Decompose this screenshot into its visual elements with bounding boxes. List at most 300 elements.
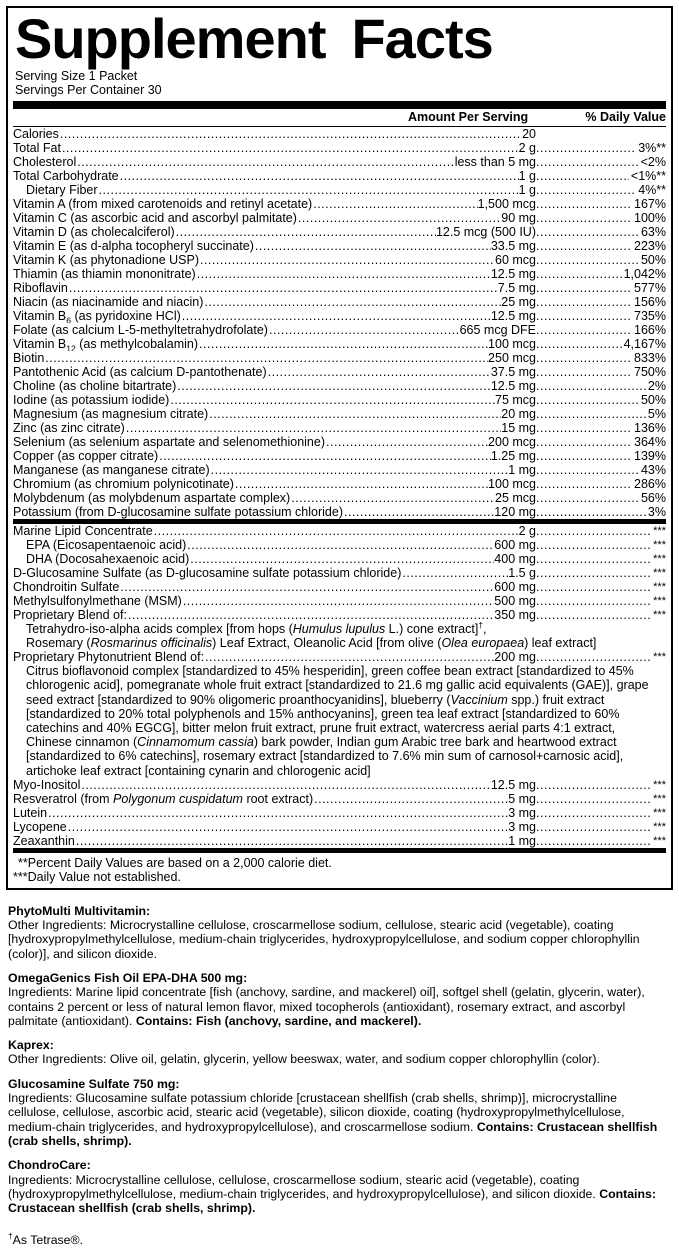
- nutrient-daily-value: ***: [653, 525, 666, 538]
- nutrient-amount: 200 mcg: [488, 435, 536, 450]
- nutrient-daily-value: ***: [653, 806, 666, 819]
- nutrient-amount: 1 mg: [508, 463, 536, 478]
- nutrient-amount: 1,500 mcg: [477, 197, 536, 212]
- table-row: [13, 169, 666, 183]
- nutrient-name: Marine Lipid Concentrate: [13, 524, 153, 539]
- nutrient-amount: 100 mcg: [488, 337, 536, 352]
- nutrient-amount: 75 mcg: [495, 393, 536, 408]
- nutrient-amount: 12.5 mg: [490, 379, 536, 394]
- table-row: [13, 552, 666, 566]
- dot-leader: [268, 365, 491, 379]
- nutrient-amount: 25 mcg: [495, 491, 536, 506]
- table-row: [13, 295, 666, 309]
- nutrient-daily-value: 4%**: [638, 183, 666, 198]
- proprietary-blend-line-1: Tetrahydro-iso-alpha acids complex [from hops (Humulus lupulus L.) cone extract]†,: [26, 620, 487, 637]
- nutrient-name: Copper (as copper citrate): [13, 449, 159, 464]
- daily-value-cell: [536, 281, 666, 295]
- dot-leader-dv: [536, 566, 651, 580]
- nutrient-daily-value: 156%: [634, 295, 666, 310]
- ingredient-group-heading: ChondroCare:: [8, 1158, 91, 1173]
- table-row: [13, 379, 666, 393]
- daily-value-cell: [536, 435, 666, 449]
- dot-leader-dv: [536, 253, 639, 267]
- footnote-daily-value-basis: **Percent Daily Values are based on a 2,000 calorie diet.: [18, 855, 332, 870]
- daily-value-cell: [536, 505, 666, 519]
- daily-value-cell: [536, 566, 666, 580]
- daily-value-cell: [536, 141, 666, 155]
- ingredient-group-body: Other Ingredients: Microcrystalline cellulose, croscarmellose sodium, cellulose, stearic acid (vegetable), coating [hydroxypropylmethylcellulose, medium-chain triglycerides, hydroxypropylcellulose, and sodium copper chlorophyllin (color)], and silicon dioxide.: [8, 918, 640, 961]
- nutrient-daily-value: 833%: [634, 351, 666, 366]
- table-row: [13, 183, 666, 197]
- dot-leader: [183, 594, 494, 608]
- daily-value-cell: [536, 407, 666, 421]
- nutrient-amount: 1 mg: [508, 833, 536, 848]
- table-row: [13, 650, 666, 664]
- dot-leader: [187, 538, 494, 552]
- nutrient-name: Total Carbohydrate: [13, 169, 119, 184]
- nutrient-daily-value: 3%: [647, 505, 666, 520]
- table-row: [13, 267, 666, 281]
- dot-leader: [69, 281, 498, 295]
- daily-value-cell: [536, 834, 666, 848]
- nutrient-daily-value: 735%: [634, 309, 666, 324]
- dot-leader-dv: [536, 477, 632, 491]
- daily-value-cell: [536, 580, 666, 594]
- column-header-daily-value: % Daily Value: [585, 110, 666, 125]
- tetrase-text: As Tetrase®.: [12, 1233, 84, 1248]
- table-row: [13, 407, 666, 421]
- nutrient-name: Total Fat: [13, 141, 61, 156]
- tetrase-footnote: [8, 1233, 671, 1247]
- daily-value-cell: [536, 594, 666, 608]
- ingredient-group-heading: PhytoMulti Multivitamin:: [8, 903, 151, 918]
- table-row: [13, 239, 666, 253]
- nutrient-daily-value: 1,042%: [623, 267, 666, 282]
- dot-leader: [154, 524, 519, 538]
- dot-leader: [170, 393, 495, 407]
- nutrient-amount: 25 mg: [501, 295, 536, 310]
- allergen-statement: Contains: Crustacean shellfish (crab shells, shrimp).: [8, 1186, 656, 1216]
- allergen-statement: Contains: Fish (anchovy, sardine, and mackerel).: [135, 1013, 422, 1028]
- nutrient-daily-value: ***: [653, 834, 666, 847]
- dot-leader-dv: [536, 435, 632, 449]
- table-row: [13, 351, 666, 365]
- dot-leader-dv: [536, 225, 639, 239]
- nutrient-amount: 15 mg: [501, 421, 536, 436]
- nutrient-amount: 12.5 mcg (500 IU): [435, 225, 536, 240]
- dot-leader: [76, 834, 508, 848]
- nutrient-daily-value: 43%: [640, 463, 666, 478]
- dot-leader-dv: [536, 239, 632, 253]
- nutrient-amount: 37.5 mg: [490, 365, 536, 380]
- nutrient-daily-value: ***: [653, 539, 666, 552]
- table-row: [13, 323, 666, 337]
- nutrient-daily-value: 2%: [647, 379, 666, 394]
- nutrient-amount: 7.5 mg: [497, 281, 536, 296]
- nutrient-daily-value: 577%: [634, 281, 666, 296]
- dot-leader: [326, 435, 488, 449]
- daily-value-cell: [536, 323, 666, 337]
- nutrient-amount: 250 mcg: [488, 351, 536, 366]
- nutrient-name: Zinc (as zinc citrate): [13, 421, 125, 436]
- daily-value-cell: [536, 351, 666, 365]
- dot-leader: [190, 552, 494, 566]
- daily-value-cell: [536, 211, 666, 225]
- daily-value-cell: [536, 778, 666, 792]
- dot-leader: [177, 379, 491, 393]
- nutrient-name: Zeaxanthin: [13, 833, 75, 848]
- daily-value-cell: [536, 155, 666, 169]
- dot-leader-dv: [536, 820, 651, 834]
- daily-value-cell: [536, 421, 666, 435]
- nutrient-amount: 665 mcg DFE: [459, 323, 536, 338]
- daily-value-cell: [536, 792, 666, 806]
- dot-leader: [182, 309, 491, 323]
- table-row: [13, 820, 666, 834]
- nutrient-daily-value: ***: [653, 792, 666, 805]
- nutrient-amount: 400 mg: [494, 552, 536, 567]
- dot-leader-dv: [536, 463, 639, 477]
- nutrient-table-section-1: [13, 127, 666, 519]
- nutrient-name: Vitamin C (as ascorbic acid and ascorbyl palmitate): [13, 211, 297, 226]
- daily-value-cell: [536, 393, 666, 407]
- nutrient-name: Proprietary Blend of:: [13, 608, 127, 623]
- nutrient-name: Vitamin K (as phytonadione USP): [13, 253, 199, 268]
- daily-value-cell: [536, 463, 666, 477]
- daily-value-cell: [536, 538, 666, 552]
- nutrient-daily-value: ***: [653, 778, 666, 791]
- nutrient-amount: 12.5 mg: [490, 777, 536, 792]
- dot-leader: [120, 169, 519, 183]
- dot-leader-dv: [536, 650, 651, 664]
- table-row: [13, 421, 666, 435]
- nutrient-daily-value: ***: [653, 595, 666, 608]
- nutrient-daily-value: ***: [653, 609, 666, 622]
- nutrient-table-section-3: [13, 778, 666, 848]
- daily-value-cell: [536, 295, 666, 309]
- dot-leader-dv: [536, 365, 632, 379]
- nutrient-amount: 100 mcg: [488, 477, 536, 492]
- nutrient-name: Choline (as choline bitartrate): [13, 379, 177, 394]
- divider-thick-top: [13, 101, 666, 109]
- nutrient-daily-value: ***: [653, 820, 666, 833]
- nutrient-amount: 600 mg: [494, 538, 536, 553]
- nutrient-daily-value: 56%: [640, 491, 666, 506]
- nutrient-amount: 20 mg: [501, 407, 536, 422]
- table-row: [13, 435, 666, 449]
- dot-leader-dv: [536, 538, 651, 552]
- nutrient-name: EPA (Eicosapentaenoic acid): [26, 538, 187, 553]
- dot-leader: [313, 197, 477, 211]
- daily-value-cell: [536, 253, 666, 267]
- nutrient-amount: 60 mcg: [495, 253, 536, 268]
- dot-leader-dv: [536, 407, 646, 421]
- daily-value-cell: [536, 650, 666, 664]
- ingredient-group-body: Ingredients: Marine lipid concentrate [fish (anchovy, sardine, and mackerel) oil], softgel shell (gelatin, glycerin, water), contains 2 percent or less of natural lemon flavor, mixed tocopherols (antioxidant), rosemary extract, and ascorbyl palmitate (antioxidant). Contains: Fish (anchovy, sardine, and mackerel).: [8, 985, 645, 1028]
- supplement-facts-page: [0, 6, 679, 1248]
- nutrient-daily-value: 223%: [634, 239, 666, 254]
- nutrient-name: Molybdenum (as molybdenum aspartate complex): [13, 491, 291, 506]
- nutrient-daily-value: 139%: [634, 449, 666, 464]
- nutrient-name: Resveratrol (from Polygonum cuspidatum root extract): [13, 791, 314, 806]
- nutrient-name: Thiamin (as thiamin mononitrate): [13, 267, 196, 282]
- dot-leader: [314, 792, 508, 806]
- nutrient-daily-value: 63%: [640, 225, 666, 240]
- nutrient-amount: 2 g: [518, 524, 536, 539]
- dot-leader: [120, 580, 494, 594]
- nutrient-daily-value: 50%: [640, 253, 666, 268]
- table-row: [13, 834, 666, 848]
- dot-leader: [99, 183, 519, 197]
- ingredient-group-heading: Glucosamine Sulfate 750 mg:: [8, 1076, 180, 1091]
- nutrient-name: D-Glucosamine Sulfate (as D-glucosamine sulfate potassium chloride): [13, 566, 402, 581]
- dot-leader: [60, 127, 522, 141]
- daily-value-cell: [536, 183, 666, 197]
- dot-leader-dv: [536, 608, 651, 622]
- table-row: [13, 477, 666, 491]
- column-header-amount: Amount Per Serving: [408, 110, 529, 125]
- ingredient-group-heading: OmegaGenics Fish Oil EPA-DHA 500 mg:: [8, 971, 248, 985]
- servings-per-container: Servings Per Container 30: [15, 83, 162, 98]
- nutrient-amount: 1.25 mg: [490, 449, 536, 464]
- table-row: [13, 309, 666, 323]
- nutrient-daily-value: ***: [653, 581, 666, 594]
- nutrient-daily-value: <2%: [640, 155, 666, 170]
- nutrient-daily-value: 3%**: [638, 141, 666, 156]
- dot-leader-dv: [536, 323, 632, 337]
- footnotes: [13, 853, 666, 884]
- dot-leader-dv: [536, 379, 646, 393]
- dot-leader-dv: [536, 295, 632, 309]
- nutrient-name: Potassium (from D-glucosamine sulfate potassium chloride): [13, 505, 343, 520]
- ingredient-group-body: Ingredients: Microcrystalline cellulose, cellulose, croscarmellose sodium, stearic acid (vegetable), coating (hydroxypropylmethylcellulose, medium-chain triglycerides, and hydroxypropylcellulose), and silicon dioxide. Contains: Crustacean shellfish (crab shells, shrimp).: [8, 1172, 656, 1216]
- dot-leader-dv: [536, 491, 639, 505]
- nutrient-amount: 3 mg: [508, 805, 536, 820]
- nutrient-name: Cholesterol: [13, 155, 77, 170]
- daily-value-cell: [536, 820, 666, 834]
- table-row: [13, 608, 666, 622]
- dot-leader: [159, 449, 491, 463]
- dot-leader-dv: [536, 337, 622, 351]
- nutrient-name: Biotin: [13, 351, 45, 366]
- daily-value-cell: [536, 491, 666, 505]
- table-row: [13, 580, 666, 594]
- nutrient-name: Vitamin D (as cholecalciferol): [13, 225, 175, 240]
- nutrient-amount: 5 mg: [508, 791, 536, 806]
- nutrient-name: Lutein: [13, 805, 48, 820]
- nutrient-name: Dietary Fiber: [26, 183, 98, 198]
- daily-value-cell: [536, 169, 666, 183]
- nutrient-amount: 200 mg: [494, 650, 536, 665]
- nutrient-table-section-2: [13, 524, 666, 622]
- table-row: [13, 538, 666, 552]
- nutrient-name: Proprietary Phytonutrient Blend of:: [13, 650, 205, 665]
- dagger-symbol: †: [8, 1231, 13, 1242]
- nutrient-daily-value: 167%: [634, 197, 666, 212]
- dot-leader-dv: [536, 524, 651, 538]
- nutrient-name: Methylsulfonylmethane (MSM): [13, 594, 182, 609]
- dot-leader-dv: [536, 141, 636, 155]
- nutrient-name: Calories: [13, 127, 59, 142]
- dot-leader: [205, 650, 494, 664]
- nutrient-daily-value: 166%: [634, 323, 666, 338]
- daily-value-cell: [536, 365, 666, 379]
- table-row: [13, 792, 666, 806]
- nutrient-name: Myo-Inositol: [13, 777, 81, 792]
- dot-leader-dv: [536, 580, 651, 594]
- daily-value-cell: [536, 225, 666, 239]
- nutrient-name: Niacin (as niacinamide and niacin): [13, 295, 204, 310]
- dot-leader: [45, 351, 488, 365]
- dot-leader-dv: [536, 594, 651, 608]
- dot-leader: [48, 806, 508, 820]
- nutrient-name: Chromium (as chromium polynicotinate): [13, 477, 234, 492]
- table-row: [13, 127, 666, 141]
- nutrient-amount: 12.5 mg: [490, 267, 536, 282]
- dot-leader-dv: [536, 449, 632, 463]
- nutrient-amount: 350 mg: [494, 608, 536, 623]
- table-row: [13, 778, 666, 792]
- column-headers: [13, 109, 666, 126]
- nutrient-name: Riboflavin: [13, 281, 68, 296]
- table-row: [13, 155, 666, 169]
- nutrient-amount: 120 mg: [494, 505, 536, 520]
- nutrient-daily-value: 5%: [647, 407, 666, 422]
- phytonutrient-blend-body: Citrus bioflavonoid complex [standardized to 45% hesperidin], green coffee bean extract [standardized to 45% chlorogenic acid], pomegranate whole fruit extract [standardized to 21.6 mg gallic acid equivalents (GAE)], grape seed extract [standardized to 90% oligomeric proanthocyanidins], blueberry (Vaccinium spp.) fruit extract [standardized to 20% total polyphenols and 15% anthocyanins], green tea leaf extract [standardized to 60% catechins and 40% EGCG], bitter melon fruit extract, prune fruit extract, watercress aerial parts 4:1 extract, Chinese cinnamon (Cinnamomum cassia) bark powder, Indian gum Arabic tree bark and heartwood extract [standardized to 6% catechins], rosemary extract [standardized to 7.6% min sum of carnosol+carnosic acid], artichoke leaf extract [containing cynarin and chlorogenic acid]: [26, 664, 649, 778]
- daily-value-cell: [536, 477, 666, 491]
- ingredients-section: [8, 904, 671, 1216]
- phytonutrient-blend-row: [13, 650, 666, 664]
- dot-leader: [209, 407, 501, 421]
- nutrient-name: Vitamin A (from mixed carotenoids and retinyl acetate): [13, 197, 313, 212]
- nutrient-daily-value: 136%: [634, 421, 666, 436]
- dot-leader: [126, 421, 501, 435]
- nutrient-amount: 500 mg: [494, 594, 536, 609]
- dot-leader: [235, 477, 488, 491]
- nutrient-daily-value: ***: [653, 567, 666, 580]
- nutrient-name: Iodine (as potassium iodide): [13, 393, 170, 408]
- daily-value-cell: [536, 552, 666, 566]
- nutrient-amount: 1.5 g: [508, 566, 536, 581]
- daily-value-cell: [536, 239, 666, 253]
- dot-leader-dv: [536, 211, 632, 225]
- nutrient-name: DHA (Docosahexaenoic acid): [26, 552, 190, 567]
- daily-value-cell: [536, 524, 666, 538]
- dot-leader-dv: [536, 421, 632, 435]
- dot-leader: [176, 225, 436, 239]
- nutrient-amount: 20: [522, 127, 536, 142]
- table-row: [13, 281, 666, 295]
- nutrient-name: Magnesium (as magnesium citrate): [13, 407, 209, 422]
- table-row: [13, 566, 666, 580]
- dot-leader-dv: [536, 792, 651, 806]
- daily-value-cell: [536, 309, 666, 323]
- dot-leader: [199, 337, 488, 351]
- nutrient-daily-value: 364%: [634, 435, 666, 450]
- dot-leader-dv: [536, 155, 639, 169]
- nutrient-amount: 3 mg: [508, 819, 536, 834]
- dot-leader: [68, 820, 508, 834]
- nutrient-name: Lycopene: [13, 819, 67, 834]
- dot-leader: [211, 463, 509, 477]
- dot-leader-dv: [536, 267, 622, 281]
- nutrient-name: Selenium (as selenium aspartate and selenomethionine): [13, 435, 325, 450]
- table-row: [13, 491, 666, 505]
- dot-leader: [344, 505, 494, 519]
- nutrient-amount: 1 g: [518, 169, 536, 184]
- nutrient-daily-value: 286%: [634, 477, 666, 492]
- dot-leader: [197, 267, 491, 281]
- daily-value-cell: [536, 197, 666, 211]
- dot-leader-dv: [536, 505, 646, 519]
- proprietary-blend-line-2: Rosemary (Rosmarinus officinalis) Leaf Extract, Oleanolic Acid [from olive (Olea europaea) leaf extract]: [26, 636, 597, 651]
- dot-leader: [255, 239, 491, 253]
- dot-leader: [402, 566, 508, 580]
- daily-value-cell: [536, 337, 666, 351]
- supplement-facts-panel: [6, 6, 673, 890]
- daily-value-cell: [536, 267, 666, 281]
- nutrient-daily-value: 100%: [634, 211, 666, 226]
- daily-value-cell: [536, 379, 666, 393]
- table-row: [13, 806, 666, 820]
- table-row: [13, 197, 666, 211]
- dot-leader-dv: [536, 552, 651, 566]
- ingredient-group-body: Ingredients: Glucosamine sulfate potassium chloride [crustacean shellfish (crab shells, shrimp)], microcrystalline cellulose, cellulose, ascorbic acid, stearic acid (vegetable), silicon dioxide, coating (hydroxypropylmethylcellulose, medium-chain triglycerides, and hydroxypropylcellulose), and croscarmellose sodium. Contains: Crustacean shellfish (crab shells, shrimp).: [8, 1091, 658, 1148]
- table-row: [13, 365, 666, 379]
- nutrient-name: Folate (as calcium L-5-methyltetrahydrofolate): [13, 323, 268, 338]
- allergen-statement: Contains: Crustacean shellfish (crab shells, shrimp).: [8, 1119, 658, 1148]
- dot-leader: [291, 491, 495, 505]
- nutrient-amount: less than 5 mg: [454, 155, 536, 170]
- daily-value-cell: [536, 449, 666, 463]
- table-row: [13, 393, 666, 407]
- dot-leader: [62, 141, 519, 155]
- nutrient-amount: 1 g: [518, 183, 536, 198]
- dot-leader-dv: [536, 834, 651, 848]
- nutrient-daily-value: ***: [653, 651, 666, 664]
- nutrient-daily-value: ***: [653, 553, 666, 566]
- daily-value-cell: [536, 806, 666, 820]
- table-row: [13, 594, 666, 608]
- dot-leader-dv: [536, 393, 639, 407]
- nutrient-name: Pantothenic Acid (as calcium D-pantothenate): [13, 365, 267, 380]
- dot-leader: [269, 323, 460, 337]
- table-row: [13, 524, 666, 538]
- nutrient-amount: 90 mg: [501, 211, 536, 226]
- daily-value-cell: [536, 608, 666, 622]
- dot-leader: [77, 155, 454, 169]
- table-row: [13, 225, 666, 239]
- table-row: [13, 449, 666, 463]
- ingredient-group-body: Other Ingredients: Olive oil, gelatin, glycerin, yellow beeswax, water, and sodium copper chlorophyllin (color).: [8, 1052, 600, 1067]
- serving-size: Serving Size 1 Packet: [15, 69, 138, 84]
- table-row: [13, 463, 666, 477]
- dot-leader-dv: [536, 309, 632, 323]
- nutrient-amount: 600 mg: [494, 580, 536, 595]
- nutrient-daily-value: 50%: [640, 393, 666, 408]
- nutrient-daily-value: <1%**: [630, 169, 666, 184]
- nutrient-amount: 2 g: [518, 141, 536, 156]
- dot-leader: [200, 253, 495, 267]
- table-row: [13, 253, 666, 267]
- table-row: [13, 211, 666, 225]
- nutrient-daily-value: 4,167%: [623, 337, 666, 352]
- dot-leader-dv: [536, 351, 632, 365]
- nutrient-amount: 12.5 mg: [490, 309, 536, 324]
- table-row: [13, 337, 666, 351]
- dot-leader-dv: [536, 169, 629, 183]
- dot-leader: [204, 295, 501, 309]
